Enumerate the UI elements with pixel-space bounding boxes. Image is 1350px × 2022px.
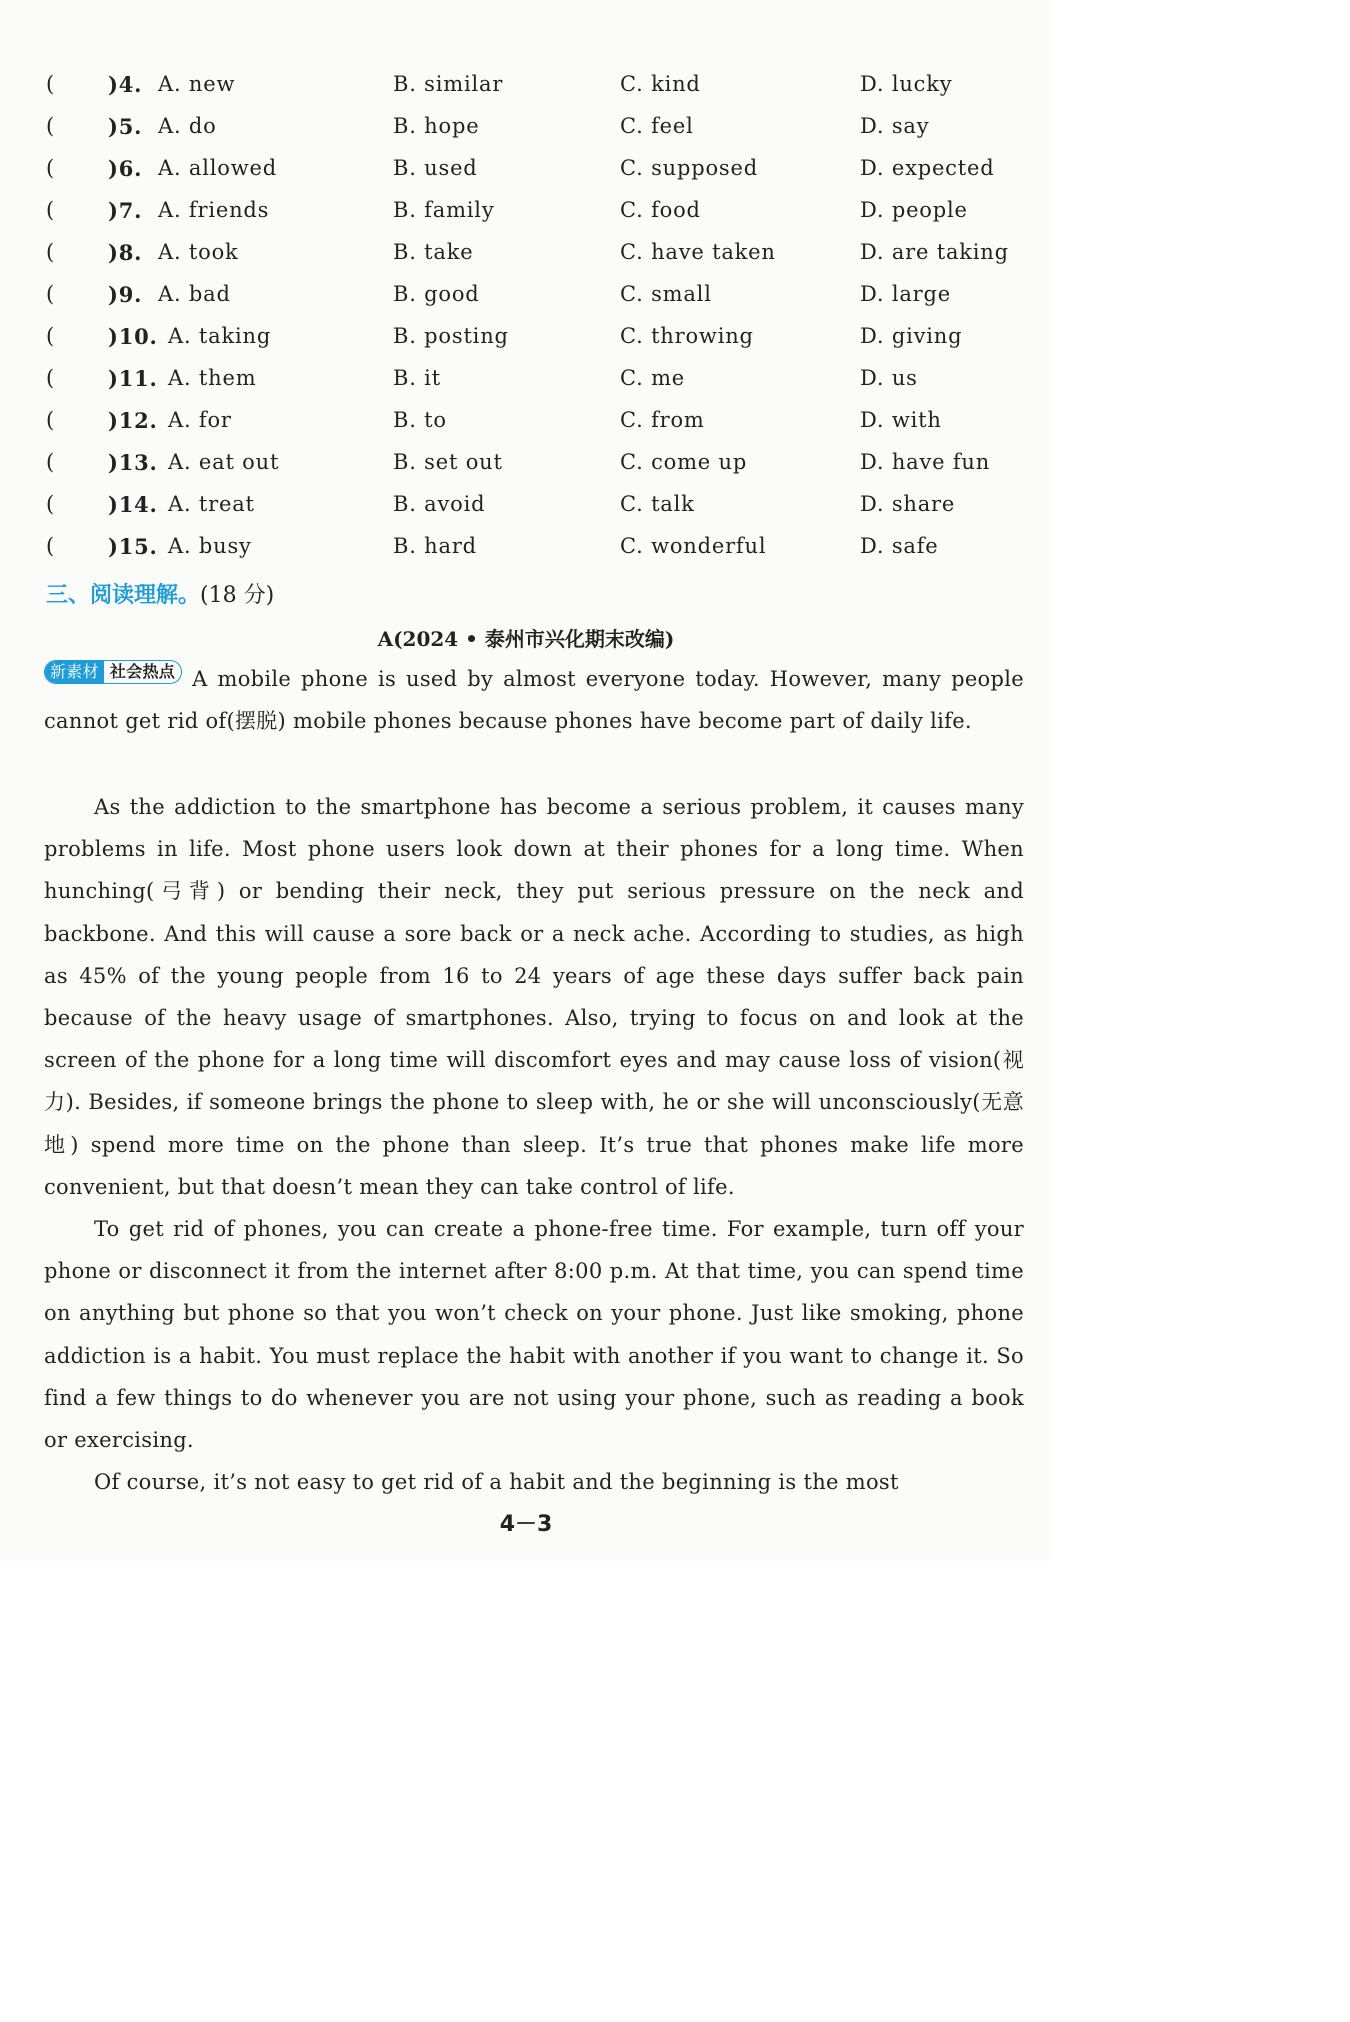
question-row [0, 366, 1052, 408]
option-b[interactable]: B. to [393, 408, 447, 432]
option-c[interactable]: C. small [620, 282, 712, 306]
tag-label-new-material: 新素材 [45, 661, 104, 683]
option-c[interactable]: C. supposed [620, 156, 758, 180]
passage-paragraph: As the addiction to the smartphone has become a serious problem, it causes many problems in life. Most phone users look down at their phones for a long time. When hunching(弓背) or bending their neck, they put serious pressure on the neck and backbone. And this will cause a sore back or a neck ache. According to studies, as high as 45% of the young people from 16 to 24 years of age these days suffer back pain because of the heavy usage of smartphones. Also, trying to focus on and look at the screen of the phone for a long time will discomfort eyes and may cause loss of vision(视力). Besides, if someone brings the phone to sleep with, he or she will unconsciously(无意地) spend more time on the phone than sleep. It’s true that phones make life more convenient, but that doesn’t mean they can take control of life. [44, 795, 1024, 1199]
question-row [0, 240, 1052, 282]
section-score: (18 分) [200, 583, 275, 608]
option-c[interactable]: C. come up [620, 450, 748, 474]
answer-blank[interactable]: ( [46, 366, 55, 390]
question-row [0, 492, 1052, 534]
option-c[interactable]: C. kind [620, 72, 701, 96]
option-d[interactable]: D. with [860, 408, 942, 432]
answer-blank[interactable]: ( [46, 492, 55, 516]
question-row [0, 282, 1052, 324]
option-a[interactable]: A. taking [168, 324, 272, 348]
section-title: 三、阅读理解。 [46, 583, 201, 608]
material-tag [44, 660, 182, 684]
option-a[interactable]: A. for [168, 408, 232, 432]
answer-blank[interactable]: ( [46, 156, 55, 180]
option-b[interactable]: B. avoid [393, 492, 486, 516]
option-a[interactable]: A. treat [168, 492, 255, 516]
section-heading [46, 578, 274, 609]
page-number: 4－3 [499, 1512, 553, 1537]
question-number: )10. [108, 324, 158, 349]
question-row [0, 198, 1052, 240]
option-d[interactable]: D. us [860, 366, 918, 390]
passage-paragraph: To get rid of phones, you can create a phone-free time. For example, turn off your phone or disconnect it from the internet after 8:00 p.m. At that time, you can spend time on anything but phone so that you won’t check on your phone. Just like smoking, phone addiction is a habit. You must replace the habit with another if you want to change it. So find a few things to do whenever you are not using your phone, such as reading a book or exercising. [44, 1217, 1024, 1453]
option-a[interactable]: A. took [158, 240, 239, 264]
question-number: )14. [108, 492, 158, 517]
option-d[interactable]: D. share [860, 492, 956, 516]
option-a[interactable]: A. them [168, 366, 257, 390]
option-a[interactable]: A. new [158, 72, 236, 96]
option-c[interactable]: C. have taken [620, 240, 776, 264]
question-row [0, 450, 1052, 492]
question-number: )9. [108, 282, 143, 307]
option-d[interactable]: D. giving [860, 324, 963, 348]
option-d[interactable]: D. people [860, 198, 968, 222]
option-b[interactable]: B. family [393, 198, 495, 222]
answer-blank[interactable]: ( [46, 408, 55, 432]
answer-blank[interactable]: ( [46, 282, 55, 306]
option-d[interactable]: D. are taking [860, 240, 1009, 264]
option-b[interactable]: B. similar [393, 72, 504, 96]
option-d[interactable]: D. have fun [860, 450, 991, 474]
question-number: )7. [108, 198, 143, 223]
option-b[interactable]: B. posting [393, 324, 509, 348]
option-d[interactable]: D. safe [860, 534, 939, 558]
option-c[interactable]: C. feel [620, 114, 694, 138]
answer-blank[interactable]: ( [46, 450, 55, 474]
answer-blank[interactable]: ( [46, 240, 55, 264]
question-row [0, 114, 1052, 156]
option-c[interactable]: C. food [620, 198, 701, 222]
passage-paragraph: Of course, it’s not easy to get rid of a habit and the beginning is the most [94, 1470, 899, 1494]
question-row [0, 534, 1052, 576]
option-a[interactable]: A. eat out [168, 450, 280, 474]
passage-paragraph [44, 658, 1024, 742]
answer-blank[interactable]: ( [46, 72, 55, 96]
option-d[interactable]: D. lucky [860, 72, 953, 96]
question-number: )15. [108, 534, 158, 559]
option-b[interactable]: B. hope [393, 114, 480, 138]
question-number: )13. [108, 450, 158, 475]
passage-title: A(2024 • 泰州市兴化期末改编) [377, 627, 675, 651]
option-b[interactable]: B. take [393, 240, 474, 264]
option-c[interactable]: C. me [620, 366, 686, 390]
answer-blank[interactable]: ( [46, 114, 55, 138]
question-row [0, 408, 1052, 450]
option-d[interactable]: D. expected [860, 156, 995, 180]
tag-label-hot-topic: 社会热点 [109, 662, 176, 681]
question-row [0, 72, 1052, 114]
option-b[interactable]: B. it [393, 366, 441, 390]
option-a[interactable]: A. allowed [158, 156, 277, 180]
question-number: )8. [108, 240, 143, 265]
option-c[interactable]: C. from [620, 408, 705, 432]
answer-blank[interactable]: ( [46, 198, 55, 222]
option-a[interactable]: A. do [158, 114, 217, 138]
option-b[interactable]: B. used [393, 156, 478, 180]
option-b[interactable]: B. set out [393, 450, 503, 474]
option-c[interactable]: C. wonderful [620, 534, 767, 558]
option-d[interactable]: D. say [860, 114, 930, 138]
question-number: )12. [108, 408, 158, 433]
question-row [0, 156, 1052, 198]
question-number: )11. [108, 366, 158, 391]
question-number: )5. [108, 114, 143, 139]
paragraph-text: A mobile phone is used by almost everyone today. However, many people cannot get rid of(摆脱) mobile phones because phones have become part of daily life. [44, 667, 1024, 734]
question-row [0, 324, 1052, 366]
option-b[interactable]: B. good [393, 282, 480, 306]
option-c[interactable]: C. talk [620, 492, 695, 516]
option-c[interactable]: C. throwing [620, 324, 754, 348]
option-a[interactable]: A. friends [158, 198, 270, 222]
answer-blank[interactable]: ( [46, 534, 55, 558]
question-number: )6. [108, 156, 143, 181]
option-b[interactable]: B. hard [393, 534, 477, 558]
question-number: )4. [108, 72, 143, 97]
option-a[interactable]: A. busy [168, 534, 252, 558]
option-a[interactable]: A. bad [158, 282, 231, 306]
option-d[interactable]: D. large [860, 282, 951, 306]
answer-blank[interactable]: ( [46, 324, 55, 348]
